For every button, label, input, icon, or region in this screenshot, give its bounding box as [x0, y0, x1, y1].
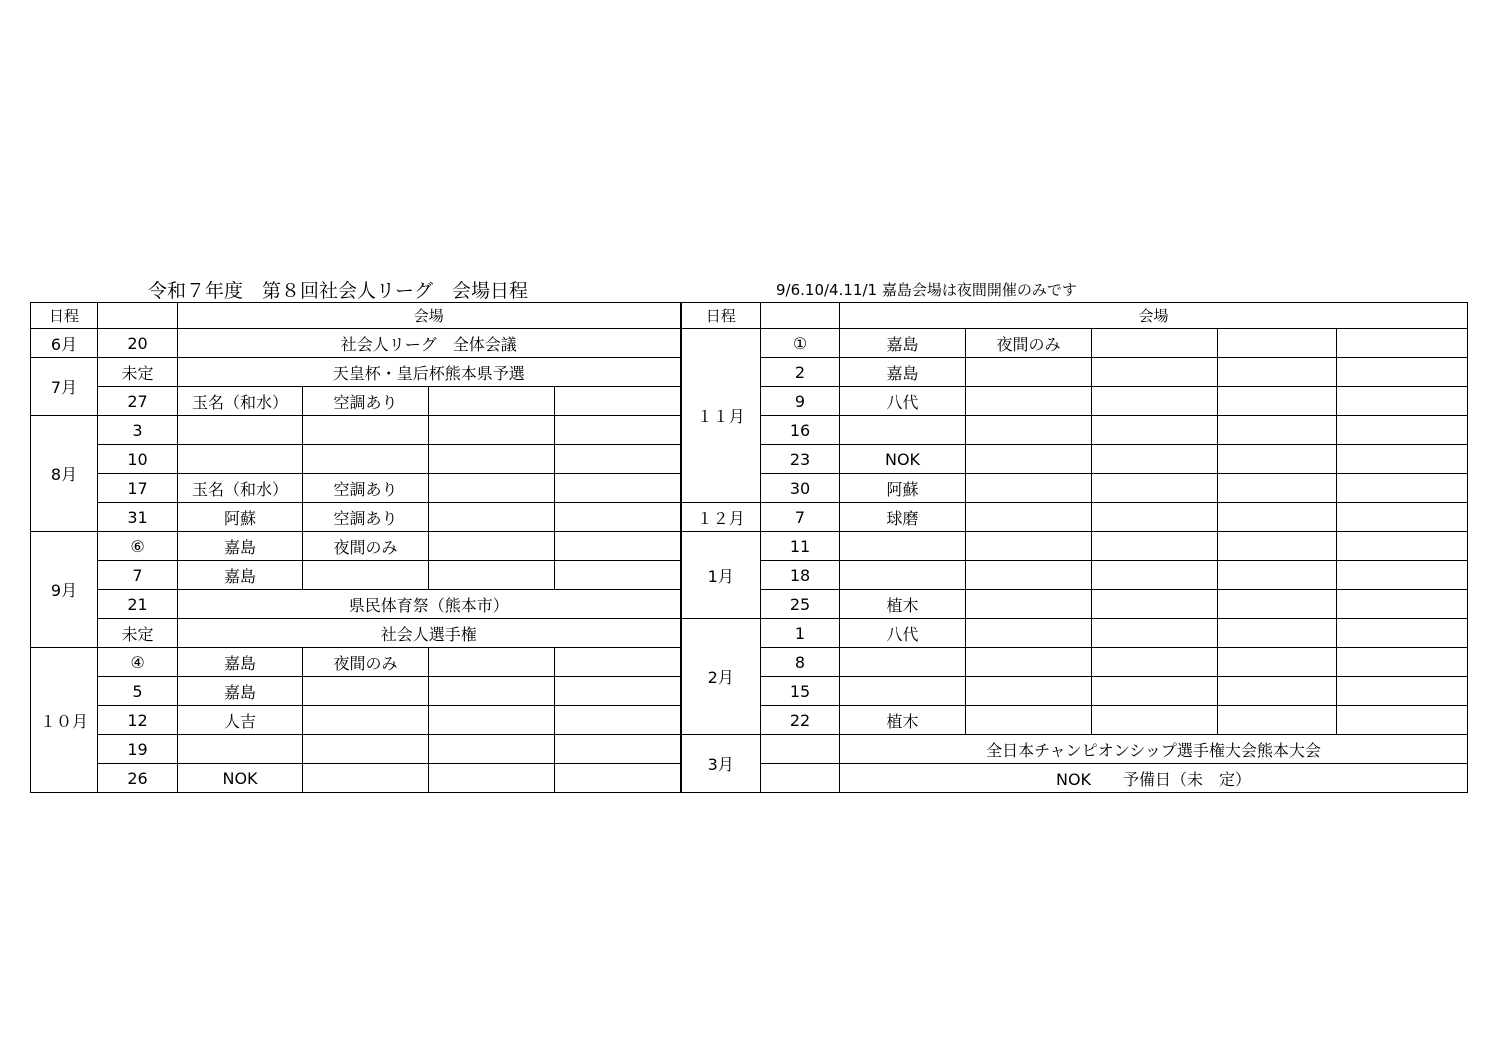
venue-cell-left — [429, 706, 555, 735]
venue-cell-left — [555, 532, 681, 561]
venue-cell-right — [966, 561, 1092, 590]
day-cell-right: 30 — [761, 474, 840, 503]
month-cell-left: 7月 — [31, 358, 98, 416]
venue-cell-right — [1092, 619, 1218, 648]
month-cell-right: １１月 — [681, 329, 761, 503]
venue-cell-left — [429, 648, 555, 677]
venue-cell-left — [303, 416, 429, 445]
venue-cell-right — [966, 648, 1092, 677]
venue-cell-right — [1092, 445, 1218, 474]
venue-cell-left — [429, 561, 555, 590]
venue-cell-left — [429, 474, 555, 503]
header-blank-left — [98, 303, 178, 329]
venue-cell-right — [1218, 358, 1337, 387]
venue-cell-left — [429, 445, 555, 474]
venue-cell-right — [966, 677, 1092, 706]
schedule-row — [31, 619, 1468, 648]
venue-cell-right — [1218, 329, 1337, 358]
day-cell-left: 26 — [98, 764, 178, 793]
venue-cell-left — [429, 503, 555, 532]
venue-cell-left: 嘉島 — [178, 677, 303, 706]
venue-cell-left — [555, 503, 681, 532]
venue-cell-right — [966, 706, 1092, 735]
venue-cell-right: 八代 — [840, 387, 966, 416]
venue-cell-left — [429, 416, 555, 445]
event-cell-left: 天皇杯・皇后杯熊本県予選 — [178, 358, 681, 387]
venue-cell-left: 空調あり — [303, 387, 429, 416]
venue-cell-right — [840, 416, 966, 445]
day-cell-left: 31 — [98, 503, 178, 532]
venue-cell-left: 夜間のみ — [303, 532, 429, 561]
venue-cell-left — [303, 764, 429, 793]
venue-cell-left — [178, 735, 303, 764]
venue-cell-left — [555, 648, 681, 677]
venue-cell-right — [1092, 590, 1218, 619]
event-cell-left: 県民体育祭（熊本市） — [178, 590, 681, 619]
venue-cell-left — [555, 677, 681, 706]
venue-cell-right — [1092, 503, 1218, 532]
venue-cell-right — [1092, 474, 1218, 503]
header-row — [31, 303, 1468, 329]
venue-cell-right — [840, 677, 966, 706]
venue-cell-left — [555, 387, 681, 416]
venue-cell-left: 嘉島 — [178, 532, 303, 561]
day-cell-left: 19 — [98, 735, 178, 764]
venue-cell-left: 玉名（和水） — [178, 474, 303, 503]
schedule-body — [31, 303, 1468, 793]
venue-cell-right — [1218, 619, 1337, 648]
venue-cell-left: 夜間のみ — [303, 648, 429, 677]
venue-cell-right — [1337, 561, 1468, 590]
venue-cell-left: 空調あり — [303, 474, 429, 503]
schedule-row — [31, 735, 1468, 764]
month-cell-right: １２月 — [681, 503, 761, 532]
venue-cell-right — [1337, 358, 1468, 387]
day-cell-left: 10 — [98, 445, 178, 474]
venue-cell-left — [555, 735, 681, 764]
venue-cell-right — [966, 416, 1092, 445]
month-cell-left: 8月 — [31, 416, 98, 532]
venue-cell-right — [1337, 387, 1468, 416]
venue-cell-right — [1218, 445, 1337, 474]
day-cell-right: 16 — [761, 416, 840, 445]
day-cell-left: 27 — [98, 387, 178, 416]
day-cell-left: 21 — [98, 590, 178, 619]
venue-cell-left — [429, 677, 555, 706]
venue-cell-right — [1218, 561, 1337, 590]
venue-cell-right — [966, 619, 1092, 648]
schedule-table — [30, 302, 1468, 793]
venue-cell-right — [1337, 329, 1468, 358]
page-title: 令和７年度 第８回社会人リーグ 会場日程 — [148, 280, 529, 302]
venue-cell-right — [1218, 532, 1337, 561]
day-cell-right: 11 — [761, 532, 840, 561]
day-cell-right: 15 — [761, 677, 840, 706]
venue-cell-left — [178, 416, 303, 445]
month-cell-right: 1月 — [681, 532, 761, 619]
venue-cell-left — [303, 445, 429, 474]
venue-cell-right — [1337, 677, 1468, 706]
venue-cell-left — [555, 416, 681, 445]
event-cell-left: 社会人選手権 — [178, 619, 681, 648]
header-blank-right — [761, 303, 840, 329]
venue-cell-left — [555, 445, 681, 474]
venue-cell-right — [1092, 358, 1218, 387]
venue-cell-left: 人吉 — [178, 706, 303, 735]
day-cell-right: 9 — [761, 387, 840, 416]
venue-cell-left — [429, 764, 555, 793]
venue-cell-left — [555, 561, 681, 590]
venue-cell-right — [1218, 590, 1337, 619]
venue-cell-left — [555, 764, 681, 793]
venue-cell-right — [1092, 532, 1218, 561]
venue-cell-right: 夜間のみ — [966, 329, 1092, 358]
day-cell-right: 7 — [761, 503, 840, 532]
venue-cell-right — [1337, 416, 1468, 445]
day-cell-right: 2 — [761, 358, 840, 387]
day-cell-left: ④ — [98, 648, 178, 677]
day-cell-right: 18 — [761, 561, 840, 590]
venue-cell-right — [1337, 706, 1468, 735]
event-cell-left: 社会人リーグ 全体会議 — [178, 329, 681, 358]
day-cell-left: 7 — [98, 561, 178, 590]
venue-cell-right — [966, 503, 1092, 532]
day-cell-right: ① — [761, 329, 840, 358]
venue-cell-right — [966, 387, 1092, 416]
day-cell-right: 8 — [761, 648, 840, 677]
venue-cell-right — [966, 358, 1092, 387]
venue-cell-right — [1092, 677, 1218, 706]
venue-cell-right — [1092, 387, 1218, 416]
day-cell-right: 1 — [761, 619, 840, 648]
day-cell-left: ⑥ — [98, 532, 178, 561]
day-cell-left: 20 — [98, 329, 178, 358]
venue-cell-right — [1218, 416, 1337, 445]
venue-cell-right — [1092, 648, 1218, 677]
venue-cell-left — [429, 387, 555, 416]
venue-cell-right — [966, 445, 1092, 474]
venue-cell-right — [966, 532, 1092, 561]
venue-cell-right — [1337, 503, 1468, 532]
venue-cell-right: 阿蘇 — [840, 474, 966, 503]
month-cell-left: １０月 — [31, 648, 98, 793]
venue-cell-left — [303, 677, 429, 706]
schedule-row — [31, 532, 1468, 561]
event-cell-right: NOK 予備日（未 定） — [840, 764, 1468, 793]
venue-cell-left — [178, 445, 303, 474]
day-cell-left: 5 — [98, 677, 178, 706]
venue-cell-left — [303, 561, 429, 590]
header-kaijo-left: 会場 — [178, 303, 681, 329]
month-cell-left: 6月 — [31, 329, 98, 358]
venue-cell-right — [1092, 706, 1218, 735]
day-cell-left: 未定 — [98, 358, 178, 387]
venue-cell-right: NOK — [840, 445, 966, 474]
month-cell-right: 3月 — [681, 735, 761, 793]
venue-cell-left: 嘉島 — [178, 561, 303, 590]
venue-cell-right — [1218, 474, 1337, 503]
venue-cell-right — [1218, 503, 1337, 532]
day-cell-right — [761, 735, 840, 764]
venue-cell-right — [1218, 706, 1337, 735]
venue-cell-right — [966, 590, 1092, 619]
day-cell-left: 12 — [98, 706, 178, 735]
schedule-row — [31, 503, 1468, 532]
venue-cell-left: 空調あり — [303, 503, 429, 532]
venue-cell-right — [840, 561, 966, 590]
venue-cell-right — [1337, 590, 1468, 619]
schedule-row — [31, 329, 1468, 358]
venue-cell-right — [1092, 329, 1218, 358]
venue-cell-right: 八代 — [840, 619, 966, 648]
venue-cell-right — [1337, 445, 1468, 474]
venue-cell-left: NOK — [178, 764, 303, 793]
venue-cell-left — [303, 735, 429, 764]
venue-cell-left: 阿蘇 — [178, 503, 303, 532]
venue-cell-right: 嘉島 — [840, 358, 966, 387]
venue-cell-left — [429, 735, 555, 764]
month-cell-right: 2月 — [681, 619, 761, 735]
venue-cell-right — [1092, 416, 1218, 445]
venue-cell-right — [1218, 387, 1337, 416]
venue-cell-right: 植木 — [840, 706, 966, 735]
venue-cell-right: 球磨 — [840, 503, 966, 532]
header-kaijo-right: 会場 — [840, 303, 1468, 329]
venue-cell-left: 嘉島 — [178, 648, 303, 677]
venue-cell-right: 植木 — [840, 590, 966, 619]
venue-cell-right — [1218, 677, 1337, 706]
day-cell-right: 22 — [761, 706, 840, 735]
day-cell-left: 3 — [98, 416, 178, 445]
venue-cell-left: 玉名（和水） — [178, 387, 303, 416]
venue-cell-right — [840, 532, 966, 561]
event-cell-right: 全日本チャンピオンシップ選手権大会熊本大会 — [840, 735, 1468, 764]
venue-cell-left — [555, 706, 681, 735]
day-cell-right — [761, 764, 840, 793]
venue-cell-left — [429, 532, 555, 561]
day-cell-left: 未定 — [98, 619, 178, 648]
month-cell-left: 9月 — [31, 532, 98, 648]
venue-cell-right — [1337, 474, 1468, 503]
venue-cell-right — [1337, 619, 1468, 648]
schedule-note: 9/6.10/4.11/1 嘉島会場は夜間開催のみです — [776, 281, 1077, 299]
venue-cell-right — [966, 474, 1092, 503]
day-cell-right: 25 — [761, 590, 840, 619]
venue-cell-right — [1337, 648, 1468, 677]
venue-cell-right — [1337, 532, 1468, 561]
day-cell-left: 17 — [98, 474, 178, 503]
venue-cell-right: 嘉島 — [840, 329, 966, 358]
venue-cell-left — [555, 474, 681, 503]
venue-cell-right — [1092, 561, 1218, 590]
venue-cell-right — [840, 648, 966, 677]
day-cell-right: 23 — [761, 445, 840, 474]
header-nittei-right: 日程 — [681, 303, 761, 329]
header-nittei-left: 日程 — [31, 303, 98, 329]
venue-cell-left — [303, 706, 429, 735]
venue-cell-right — [1218, 648, 1337, 677]
